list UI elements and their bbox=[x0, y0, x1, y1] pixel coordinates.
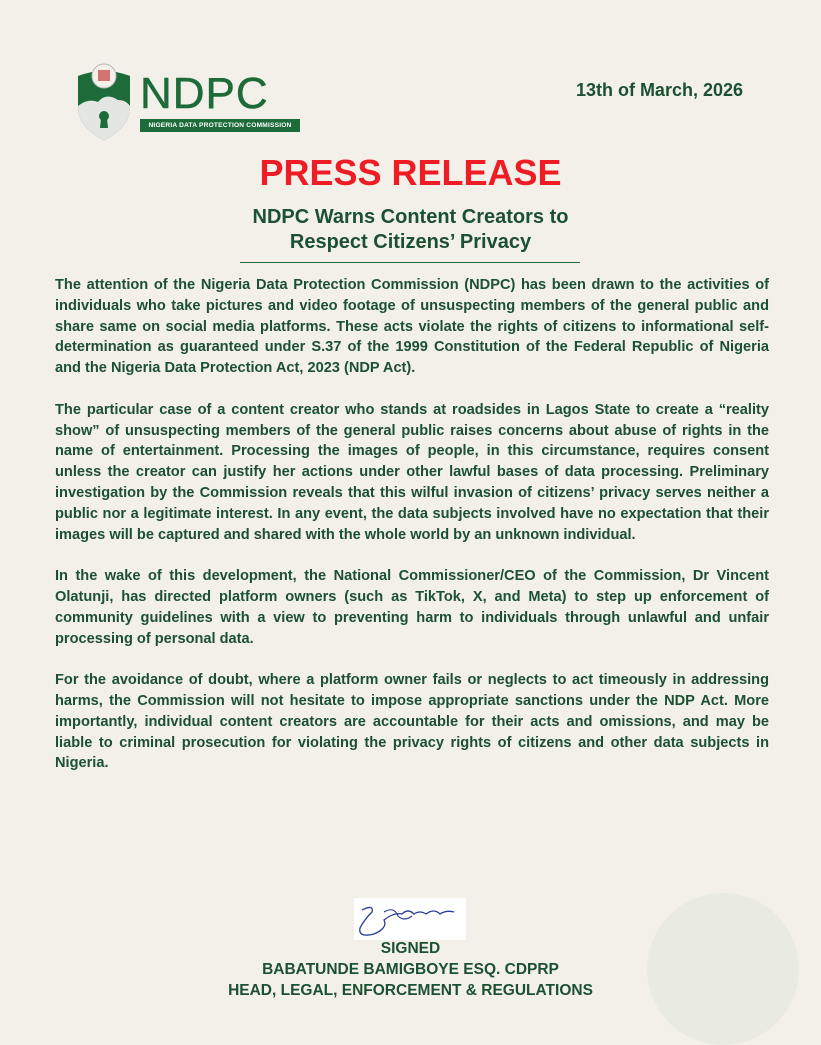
signatory-role: HEAD, LEGAL, ENFORCEMENT & REGULATIONS bbox=[228, 982, 593, 999]
paragraph: The attention of the Nigeria Data Protection Commission (NDPC) has been drawn to the activities of individuals who take pictures and video footage of unsuspecting members of the general public and share same on social media platforms. These acts violate the rights of citizens to informational self-determination as guaranteed under S.37 of the 1999 Constitution of the Federal Republic of Nigeria and the Nigeria Data Protection Act, 2023 (NDP Act). bbox=[55, 277, 769, 377]
signatory-name: BABATUNDE BAMIGBOYE ESQ. CDPRP bbox=[262, 961, 559, 978]
page-title: PRESS RELEASE bbox=[259, 152, 562, 193]
release-date: 13th of March, 2026 bbox=[575, 80, 743, 100]
signature-block bbox=[0, 938, 821, 1001]
headline-line: NDPC Warns Content Creators to bbox=[252, 206, 569, 228]
signed-label: SIGNED bbox=[380, 940, 441, 957]
paragraph: In the wake of this development, the National Commissioner/CEO of the Commission, Dr Vincent Olatunji, has directed platform owners (such as TikTok, X, and Meta) to step up enforcement of community guidelines with a view to preventing harm to individuals through unlawful and unfair processing of personal data. bbox=[55, 568, 769, 647]
headline bbox=[0, 205, 821, 255]
logo-wordmark: NDPC bbox=[140, 69, 269, 118]
logo-subtitle: NIGERIA DATA PROTECTION COMMISSION bbox=[140, 119, 300, 132]
paragraph: The particular case of a content creator who stands at roadsides in Lagos State to create a “reality show” of unsuspecting members of the general public raises concerns about abuse of rights in the name of entertainment. Processing the images of people, in this circumstance, requires consent unless the creator can justify her actions under other lawful bases of data processing. Preliminary investigation by the Commission reveals that this wilful invasion of citizens’ privacy serves neither a public nor a legitimate interest. In any event, the data subjects involved have no expectation that their images will be captured and shared with the whole world by an unknown individual. bbox=[55, 401, 769, 543]
divider bbox=[240, 262, 580, 263]
paragraph: For the avoidance of doubt, where a platform owner fails or neglects to act timeously in addressing harms, the Commission will not hesitate to impose appropriate sanctions under the NDP Act. More importantly, individual content creators are accountable for their acts and omissions, and may be liable to criminal prosecution for violating the privacy rights of citizens and other data subjects in Nigeria. bbox=[55, 672, 769, 772]
ndpc-logo bbox=[74, 62, 306, 142]
handwritten-signature bbox=[354, 898, 466, 940]
shield-keyhole-icon bbox=[74, 62, 134, 142]
press-release-body bbox=[55, 275, 769, 795]
headline-line: Respect Citizens’ Privacy bbox=[289, 231, 532, 253]
